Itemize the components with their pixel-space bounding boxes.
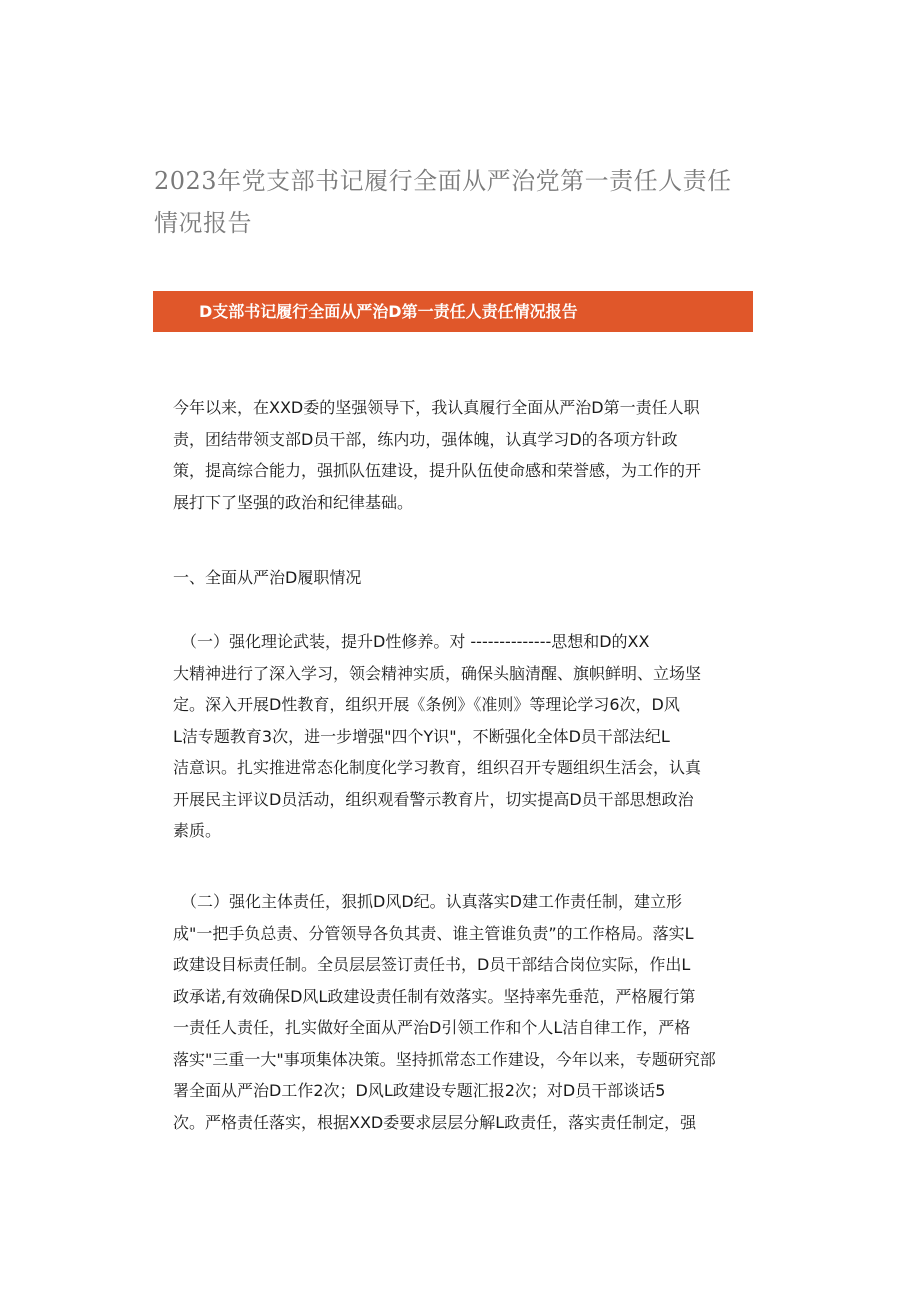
section-1-line: 开展民主评议D员活动，组织观看警示教育片，切实提高D员干部思想政治: [173, 789, 694, 809]
section-heading-1: [173, 562, 745, 594]
banner-text: D支部书记履行全面从严治D第一责任人责任情况报告: [199, 302, 578, 321]
intro-paragraph: [173, 392, 745, 518]
section-2-line: 政建设目标责任制。全员层层签订责任书，D员干部结合岗位实际，作出L: [173, 955, 691, 974]
title-line-2: 情况报告: [154, 209, 252, 237]
section-1-line: 定。深入开展D性教育，组织开展《条例》《准则》等理论学习6次，D风: [173, 695, 680, 714]
section-2-paragraph: [173, 886, 745, 1138]
section-2-line: 一责任人责任，扎实做好全面从严治D引领工作和个人L洁自律工作，严格: [173, 1018, 691, 1037]
section-2-line: （二）强化主体责任，狠抓D风D纪。认真落实D建工作责任制，建立形: [181, 892, 682, 911]
document-title: [154, 160, 754, 244]
intro-line: 展打下了坚强的政治和纪律基础。: [173, 492, 414, 512]
section-1-line: L洁专题教育3次，进一步增强"四个Y识"，不断强化全体D员干部法纪L: [173, 726, 670, 746]
section-1-line: （一）强化理论武装，提升D性修养。对 --------------思想和D的XX: [181, 632, 650, 651]
title-line-1: 2023年党支部书记履行全面从严治党第一责任人责任: [154, 167, 732, 195]
section-1-line: 洁意识。扎实推进常态化制度化学习教育，组织召开专题组织生活会，认真: [173, 758, 702, 777]
section-2-line: 成"一把手负总责、分管领导各负其责、谁主管谁负责”的工作格局。落实L: [173, 923, 694, 943]
heading-text: 一、全面从严治D履职情况: [173, 568, 362, 587]
section-2-line: 政承诺,有效确保D风L政建设责任制有效落实。坚持率先垂范，严格履行第: [173, 986, 696, 1006]
section-2-line: 署全面从严治D工作2次；D风L政建设专题汇报2次；对D员干部谈话5: [173, 1081, 666, 1100]
intro-line: 责，团结带领支部D员干部，练内功，强体魄，认真学习D的各项方针政: [173, 429, 678, 449]
section-1-paragraph: [173, 626, 745, 847]
section-2-line: 落实"三重一大"事项集体决策。坚持抓常态工作建设，今年以来，专题研究部: [173, 1049, 716, 1069]
intro-line: 今年以来，在XXD委的坚强领导下，我认真履行全面从严治D第一责任人职: [173, 398, 700, 417]
section-1-line: 大精神进行了深入学习，领会精神实质，确保头脑清醒、旗帜鲜明、立场坚: [173, 663, 702, 683]
intro-line: 策，提高综合能力，强抓队伍建设，提升队伍使命感和荣誉感，为工作的开: [173, 461, 702, 480]
section-1-line: 素质。: [173, 821, 222, 840]
section-banner: [153, 291, 753, 332]
section-2-line: 次。严格责任落实，根据XXD委要求层层分解L政责任，落实责任制定，强: [173, 1112, 697, 1132]
